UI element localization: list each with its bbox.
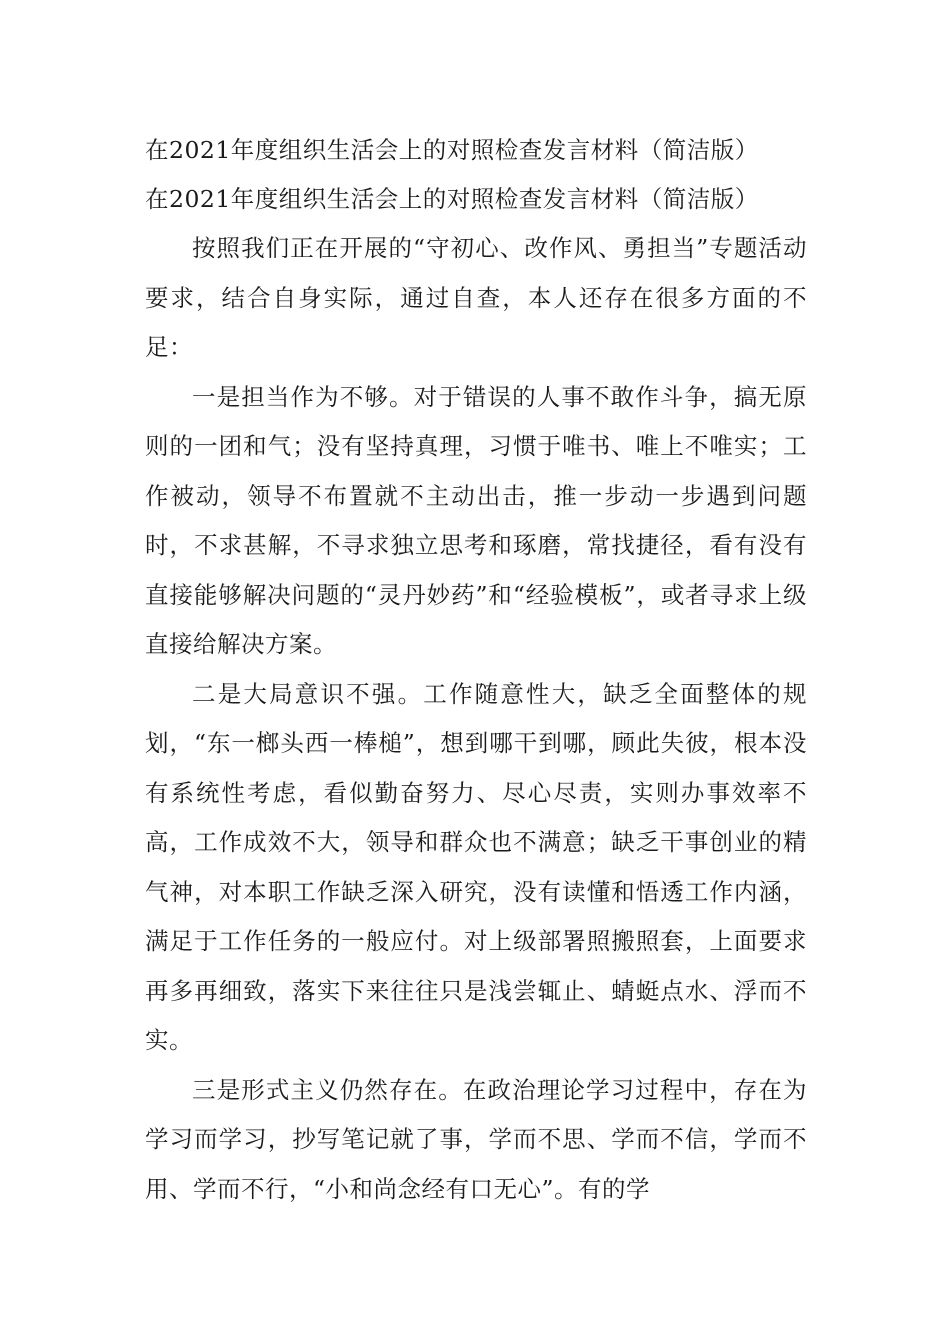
document-title-line-1: 在2021年度组织生活会上的对照检查发言材料（简洁版） (145, 136, 759, 164)
document-body (145, 126, 807, 1214)
document-title-line-2: 在2021年度组织生活会上的对照检查发言材料（简洁版） (145, 185, 759, 213)
paragraph-point-three: 三是形式主义仍然存在。在政治理论学习过程中，存在为学习而学习，抄写笔记就了事，学而不思、学而不信，学而不用、学而不行，“小和尚念经有口无心”。有的学 (145, 1075, 807, 1203)
paragraph-point-two: 二是大局意识不强。工作随意性大，缺乏全面整体的规划，“东一榔头西一棒槌”，想到哪干到哪，顾此失彼，根本没有系统性考虑，看似勤奋努力、尽心尽责，实则办事效率不高，工作成效不大，领导和群众也不满意；缺乏干事创业的精气神，对本职工作缺乏深入研究，没有读懂和悟透工作内涵，满足于工作任务的一般应付。对上级部署照搬照套，上面要求再多再细致，落实下来往往只是浅尝辄止、蜻蜓点水、浮而不实。 (145, 679, 807, 1054)
paragraph-point-one: 一是担当作为不够。对于错误的人事不敢作斗争，搞无原则的一团和气；没有坚持真理，习惯于唯书、唯上不唯实；工作被动，领导不布置就不主动出击，推一步动一步遇到问题时，不求甚解，不寻求独立思考和琢磨，常找捷径，看有没有直接能够解决问题的“灵丹妙药”和“经验模板”，或者寻求上级直接给解决方案。 (145, 382, 807, 658)
paragraph-intro: 按照我们正在开展的“守初心、改作风、勇担当”专题活动要求，结合自身实际，通过自查，本人还存在很多方面的不足： (145, 234, 807, 361)
